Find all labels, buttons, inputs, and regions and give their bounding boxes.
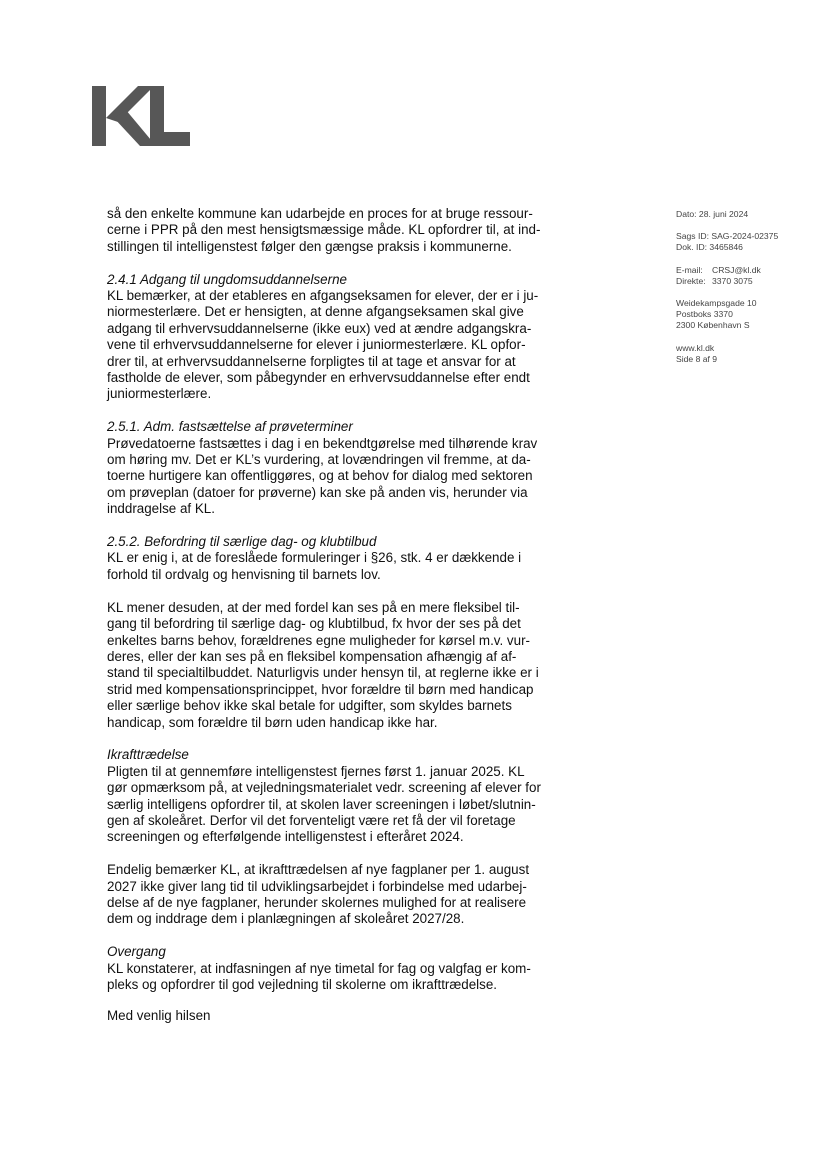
paragraph-line: om høring mv. Det er KL’s vurdering, at lovændringen vil fremme, at da- [107,452,531,468]
paragraph-gap [107,583,577,599]
body-paragraph [107,206,577,255]
section-heading: Ikrafttrædelse [107,747,189,763]
body-paragraph [107,961,577,994]
paragraph-gap [107,255,577,271]
paragraph-line: gør opmærksom på, at vejledningsmaterialet vedr. screening af elever for [107,780,541,796]
meta-direct-row [676,276,806,287]
document-meta [676,209,806,376]
paragraph-line: stand til specialtilbuddet. Naturligvis under hensyn til, at reglerne ikke er i [107,665,539,681]
paragraph-line: juniormesterlære. [107,386,212,402]
paragraph-line: vene til erhvervsuddannelserne for elever i juniormesterlære. KL opfor- [107,337,526,353]
paragraph-line: strid med kompensationsprincippet, hvor forældre til børn med handicap [107,681,534,697]
section-heading: Overgang [107,944,166,960]
paragraph-line: inddragelse af KL. [107,501,215,517]
meta-date: Dato: 28. juni 2024 [676,209,749,219]
body-paragraph [107,550,577,583]
body-paragraph [107,600,577,731]
paragraph-line: niormesterlære. Det er hensigten, at denne afgangseksamen skal give [107,304,524,320]
meta-direct-phone: 3370 3075 [712,275,753,286]
meta-address-line: 2300 København S [676,320,750,331]
section-heading: 2.4.1 Adgang til ungdomsuddannelserne [107,271,347,287]
body-paragraph [107,862,577,928]
meta-case-id: Sags ID: SAG-2024-02375 [676,231,779,242]
meta-email[interactable]: CRSJ@kl.dk [712,264,761,275]
body-paragraph [107,288,577,403]
paragraph-gap [107,403,577,419]
paragraph-line: adgang til erhvervsuddannelserne (ikke eux) ved at ændre adgangskra- [107,320,532,336]
paragraph-line: fastholde de elever, som påbegynder en erhvervsuddannelse efter endt [107,370,530,386]
paragraph-gap [107,518,577,534]
paragraph-line: om prøveplan (datoer for prøverne) kan ske på anden vis, herunder via [107,484,528,500]
paragraph-line: deres, eller der kan ses på en fleksibel kompensation afhængig af af- [107,648,517,664]
paragraph-line: KL bemærker, at der etableres en afgangseksamen for elever, der er i ju- [107,288,539,304]
paragraph-line: KL mener desuden, at der med fordel kan ses på en mere fleksibel til- [107,599,520,615]
paragraph-gap [107,731,577,747]
kl-logo-mark [92,86,190,146]
paragraph-line: enkeltes barns behov, forældrenes egne muligheder for kørsel m.v. vur- [107,632,530,648]
paragraph-line: screeningen og efterfølgende intelligenstest i efteråret 2024. [107,829,464,845]
paragraph-line: Pligten til at gennemføre intelligenstest fjernes først 1. januar 2025. KL [107,763,525,779]
paragraph-line: drer til, at erhvervsuddannelserne forpligtes til at tage et ansvar for at [107,353,516,369]
paragraph-line: særlig intelligens opfordrer til, at skolen laver screeningen i løbet/slutnin- [107,796,536,812]
paragraph-line: pleks og opfordrer til god vejledning til skolerne om ikrafttrædelse. [107,976,498,992]
meta-direct-label: Direkte: [676,275,706,286]
paragraph-line: gen af skoleåret. Derfor vil det forventeligt være ret få der vil foretage [107,812,516,828]
paragraph-line: så den enkelte kommune kan udarbejde en proces for at bruge ressour- [107,206,533,221]
paragraph-line: delse af de nye fagplaner, herunder skolernes mulighed for at realisere [107,894,527,910]
paragraph-gap [107,928,577,944]
paragraph-line: forhold til ordvalg og henvisning til barnets lov. [107,566,381,582]
meta-address-line: Postboks 3370 [676,309,733,320]
kl-logo [92,86,190,146]
paragraph-line: dem og inddrage dem i planlægningen af skoleåret 2027/28. [107,911,465,927]
meta-website[interactable]: www.kl.dk [676,342,715,353]
paragraph-line: KL er enig i, at de foreslåede formuleringer i §26, stk. 4 er dækkende i [107,550,522,566]
paragraph-line: Endelig bemærker KL, at ikrafttrædelsen af nye fagplaner per 1. august [107,862,530,878]
section-heading: 2.5.1. Adm. fastsættelse af prøveterminer [107,419,353,435]
meta-doc-id: Dok. ID: 3465846 [676,242,743,253]
meta-email-row [676,265,806,276]
paragraph-line: handicap, som forældre til børn uden handicap ikke har. [107,714,438,730]
section-heading: 2.5.2. Befordring til særlige dag- og klubtilbud [107,534,377,550]
letter-body [107,206,577,993]
body-paragraph [107,436,577,518]
closing-greeting: Med venlig hilsen [107,1008,211,1023]
paragraph-gap [107,846,577,862]
body-paragraph [107,764,577,846]
paragraph-line: toerne hurtigere kan offentliggøres, og at behov for dialog med sektoren [107,468,533,484]
paragraph-line: cerne i PPR på den mest hensigtsmæssige måde. KL opfordrer til, at ind- [107,222,541,238]
paragraph-line: stillingen til intelligenstest følger den gængse praksis i kommunerne. [107,238,512,254]
paragraph-line: KL konstaterer, at indfasningen af nye timetal for fag og valgfag er kom- [107,960,531,976]
paragraph-line: 2027 ikke giver lang tid til udviklingsarbejdet i forbindelse med udarbej- [107,878,527,894]
paragraph-line: Prøvedatoerne fastsættes i dag i en bekendtgørelse med tilhørende krav [107,435,538,451]
meta-page-number: Side 8 af 9 [676,353,718,364]
meta-address-line: Weidekampsgade 10 [676,298,757,309]
meta-email-label: E-mail: [676,264,703,275]
paragraph-line: gang til befordring til særlige dag- og klubtilbud, fx hvor der ses på det [107,616,521,632]
paragraph-line: eller særlige behov ikke skal betale for udgifter, som skyldes barnets [107,698,512,714]
